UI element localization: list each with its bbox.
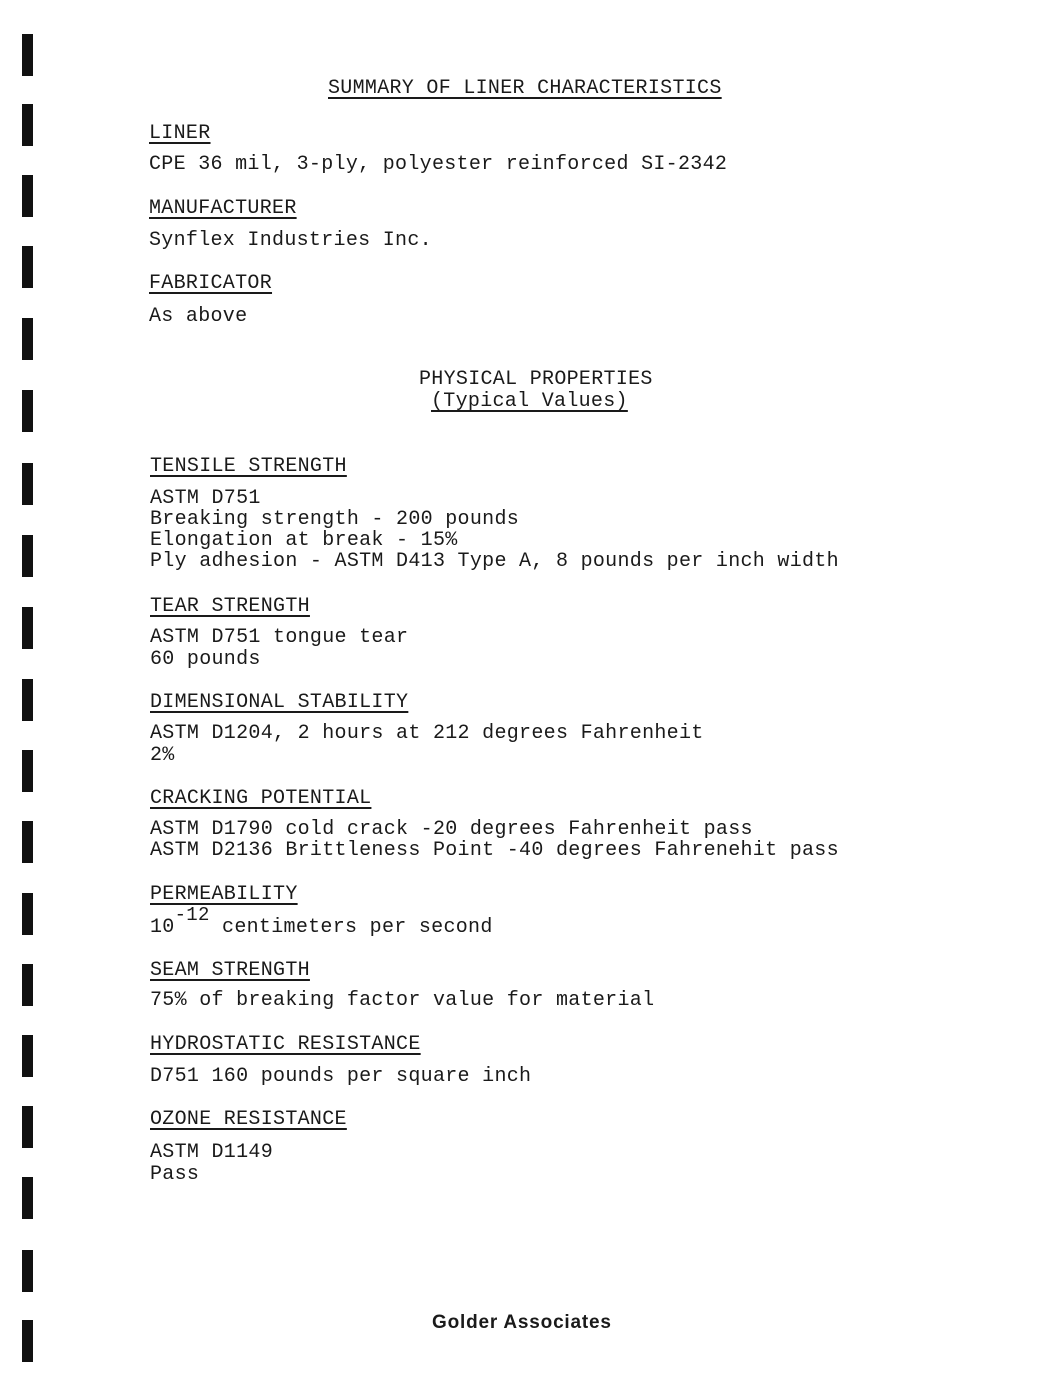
tensile-strength-heading: TENSILE STRENGTH	[150, 455, 347, 478]
binding-mark	[22, 104, 33, 146]
physical-properties-title: PHYSICAL PROPERTIES	[419, 368, 653, 391]
permeability-value	[150, 904, 493, 939]
permeability-unit: centimeters per second	[209, 916, 493, 939]
binding-mark	[22, 463, 33, 505]
hydrostatic-resistance-heading: HYDROSTATIC RESISTANCE	[150, 1033, 421, 1056]
binding-mark	[22, 1320, 33, 1362]
page-title: SUMMARY OF LINER CHARACTERISTICS	[328, 77, 722, 100]
liner-heading: LINER	[149, 122, 211, 145]
binding-mark	[22, 34, 33, 76]
binding-mark	[22, 821, 33, 863]
tear-strength-line: ASTM D751 tongue tear	[150, 626, 409, 649]
dimensional-stability-heading: DIMENSIONAL STABILITY	[150, 691, 409, 714]
seam-strength-value: 75% of breaking factor value for material	[150, 989, 655, 1012]
seam-strength-heading: SEAM STRENGTH	[150, 959, 310, 982]
manufacturer-heading: MANUFACTURER	[149, 197, 297, 220]
fabricator-heading: FABRICATOR	[149, 272, 273, 295]
binding-mark	[22, 1177, 33, 1219]
binding-mark	[22, 750, 33, 792]
ozone-resistance-line: ASTM D1149	[150, 1141, 274, 1164]
tensile-strength-line: Ply adhesion - ASTM D413 Type A, 8 pounds per inch width	[150, 550, 839, 573]
manufacturer-value: Synflex Industries Inc.	[149, 229, 432, 252]
binding-mark	[22, 175, 33, 217]
permeability-base: 10	[150, 916, 175, 939]
binding-mark	[22, 964, 33, 1006]
dimensional-stability-line: ASTM D1204, 2 hours at 212 degrees Fahrenheit	[150, 722, 704, 745]
footer-company-name: Golder Associates	[432, 1312, 612, 1333]
binding-mark	[22, 679, 33, 721]
ozone-resistance-heading: OZONE RESISTANCE	[150, 1108, 347, 1131]
binding-mark	[22, 390, 33, 432]
cracking-potential-heading: CRACKING POTENTIAL	[150, 787, 372, 810]
binding-marks	[18, 0, 42, 1380]
cracking-potential-line: ASTM D1790 cold crack -20 degrees Fahrenheit pass	[150, 818, 753, 841]
ozone-resistance-line: Pass	[150, 1163, 200, 1186]
permeability-exponent: -12	[174, 904, 210, 926]
tensile-strength-line: ASTM D751	[150, 487, 261, 510]
binding-mark	[22, 535, 33, 577]
cracking-potential-line: ASTM D2136 Brittleness Point -40 degrees Fahrenehit pass	[150, 839, 839, 862]
hydrostatic-resistance-value: D751 160 pounds per square inch	[150, 1065, 532, 1088]
liner-value: CPE 36 mil, 3-ply, polyester reinforced SI-2342	[149, 153, 728, 176]
binding-mark	[22, 607, 33, 649]
tensile-strength-line: Breaking strength - 200 pounds	[150, 508, 520, 531]
permeability-heading: PERMEABILITY	[150, 883, 298, 906]
binding-mark	[22, 318, 33, 360]
binding-mark	[22, 1035, 33, 1077]
binding-mark	[22, 1250, 33, 1292]
binding-mark	[22, 246, 33, 288]
fabricator-value: As above	[149, 305, 248, 328]
dimensional-stability-line: 2%	[150, 744, 175, 767]
tear-strength-line: 60 pounds	[150, 648, 261, 671]
physical-properties-subtitle: (Typical Values)	[431, 390, 628, 413]
binding-mark	[22, 1106, 33, 1148]
tear-strength-heading: TEAR STRENGTH	[150, 595, 310, 618]
binding-mark	[22, 893, 33, 935]
tensile-strength-line: Elongation at break - 15%	[150, 529, 458, 552]
